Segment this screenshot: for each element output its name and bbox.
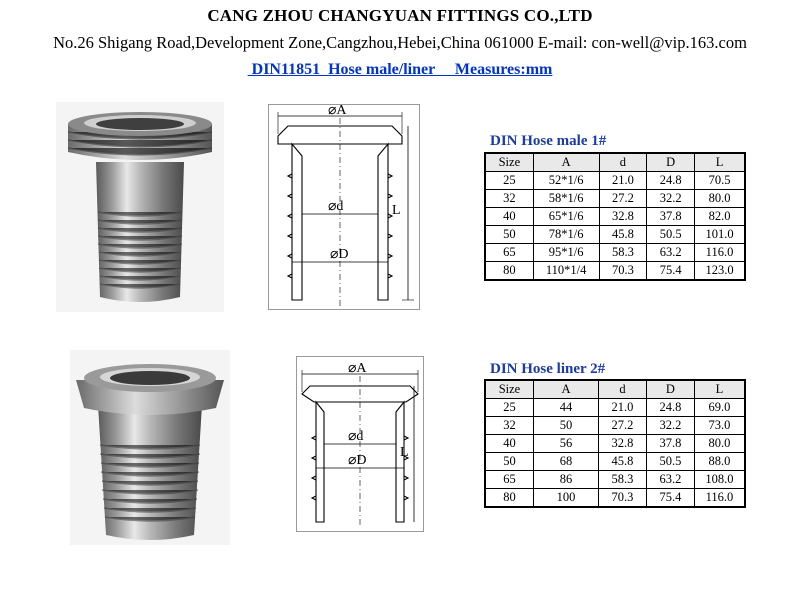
table-cell: 75.4 <box>646 489 694 508</box>
dimension-outer-d-label: ⌀D <box>330 247 349 262</box>
table-cell: 80 <box>485 489 533 508</box>
table-cell: 27.2 <box>599 190 647 208</box>
table-cell: 32 <box>485 417 533 435</box>
table-cell: 70.5 <box>695 172 745 190</box>
table-cell: 27.2 <box>599 417 647 435</box>
table-cell: 82.0 <box>695 208 745 226</box>
table-cell: 116.0 <box>695 244 745 262</box>
table-cell: 95*1/6 <box>533 244 599 262</box>
table-cell: 58*1/6 <box>533 190 599 208</box>
table-cell: 21.0 <box>599 172 647 190</box>
table-cell: 101.0 <box>695 226 745 244</box>
table-row <box>485 262 745 281</box>
company-address: No.26 Shigang Road,Development Zone,Cangzhou,Hebei,China 061000 E-mail: con-well@vip.163.com <box>53 33 747 52</box>
table-header-row <box>485 380 745 399</box>
table-cell: 65 <box>485 471 533 489</box>
table-cell: 65 <box>485 244 533 262</box>
dimension-a-label: ⌀A <box>348 361 367 376</box>
table-cell: 40 <box>485 435 533 453</box>
dimension-d-label: ⌀d <box>348 429 364 444</box>
table-cell: 44 <box>533 399 598 417</box>
table-cell: 108.0 <box>694 471 745 489</box>
table-title-hose-liner: DIN Hose liner 2# <box>490 361 606 377</box>
table-cell: 32 <box>485 190 533 208</box>
column-header: A <box>533 153 599 172</box>
table-row <box>485 471 745 489</box>
table-cell: 123.0 <box>695 262 745 281</box>
table-row <box>485 399 745 417</box>
table-cell: 37.8 <box>647 208 695 226</box>
table-cell: 45.8 <box>599 453 647 471</box>
table-title-hose-male: DIN Hose male 1# <box>490 133 607 149</box>
table-cell: 88.0 <box>694 453 745 471</box>
table-cell: 58.3 <box>599 244 647 262</box>
hose-male-photo <box>56 102 224 312</box>
table-cell: 21.0 <box>599 399 647 417</box>
table-cell: 116.0 <box>694 489 745 508</box>
table-cell: 50.5 <box>646 453 694 471</box>
company-name: CANG ZHOU CHANGYUAN FITTINGS CO.,LTD <box>207 6 593 25</box>
table-cell: 70.3 <box>599 262 647 281</box>
table-cell: 52*1/6 <box>533 172 599 190</box>
column-header: Size <box>485 153 533 172</box>
column-header: A <box>533 380 598 399</box>
table-cell: 32.2 <box>646 417 694 435</box>
table-row <box>485 489 745 508</box>
table-cell: 70.3 <box>599 489 647 508</box>
table-cell: 56 <box>533 435 598 453</box>
table-cell: 32.8 <box>599 208 647 226</box>
table-cell: 80.0 <box>694 435 745 453</box>
table-cell: 100 <box>533 489 598 508</box>
dimension-d-label: ⌀d <box>328 199 344 214</box>
table-cell: 75.4 <box>647 262 695 281</box>
hose-liner-section-drawing <box>296 356 424 532</box>
table-row <box>485 190 745 208</box>
table-row <box>485 208 745 226</box>
hose-liner-photo <box>70 350 230 545</box>
column-header: d <box>599 380 647 399</box>
column-header: L <box>694 380 745 399</box>
table-row <box>485 435 745 453</box>
table-cell: 50.5 <box>647 226 695 244</box>
table-cell: 32.8 <box>599 435 647 453</box>
table-cell: 78*1/6 <box>533 226 599 244</box>
table-cell: 80.0 <box>695 190 745 208</box>
table-cell: 50 <box>485 453 533 471</box>
column-header: Size <box>485 380 533 399</box>
table-cell: 24.8 <box>647 172 695 190</box>
dimension-outer-d-label: ⌀D <box>348 453 367 468</box>
table-row <box>485 417 745 435</box>
table-cell: 63.2 <box>647 244 695 262</box>
table-cell: 50 <box>485 226 533 244</box>
table-cell: 110*1/4 <box>533 262 599 281</box>
table-cell: 58.3 <box>599 471 647 489</box>
dimension-l-label: L <box>400 445 409 460</box>
column-header: D <box>646 380 694 399</box>
table-cell: 68 <box>533 453 598 471</box>
table-cell: 24.8 <box>646 399 694 417</box>
table-row <box>485 453 745 471</box>
document-subtitle: DIN11851 Hose male/liner Measures:mm <box>247 61 553 78</box>
table-cell: 32.2 <box>647 190 695 208</box>
hose-liner-spec-table <box>484 379 746 508</box>
table-cell: 45.8 <box>599 226 647 244</box>
table-cell: 80 <box>485 262 533 281</box>
table-cell: 25 <box>485 399 533 417</box>
column-header: d <box>599 153 647 172</box>
table-cell: 69.0 <box>694 399 745 417</box>
table-row <box>485 244 745 262</box>
column-header: D <box>647 153 695 172</box>
hose-male-spec-table <box>484 152 746 281</box>
dimension-a-label: ⌀A <box>328 104 347 118</box>
table-row <box>485 172 745 190</box>
table-cell: 63.2 <box>646 471 694 489</box>
table-row <box>485 226 745 244</box>
table-cell: 25 <box>485 172 533 190</box>
table-cell: 50 <box>533 417 598 435</box>
table-header-row <box>485 153 745 172</box>
table-cell: 73.0 <box>694 417 745 435</box>
table-cell: 86 <box>533 471 598 489</box>
hose-male-section-drawing <box>268 104 420 310</box>
table-cell: 65*1/6 <box>533 208 599 226</box>
table-cell: 37.8 <box>646 435 694 453</box>
column-header: L <box>695 153 745 172</box>
table-cell: 40 <box>485 208 533 226</box>
dimension-l-label: L <box>392 203 401 218</box>
